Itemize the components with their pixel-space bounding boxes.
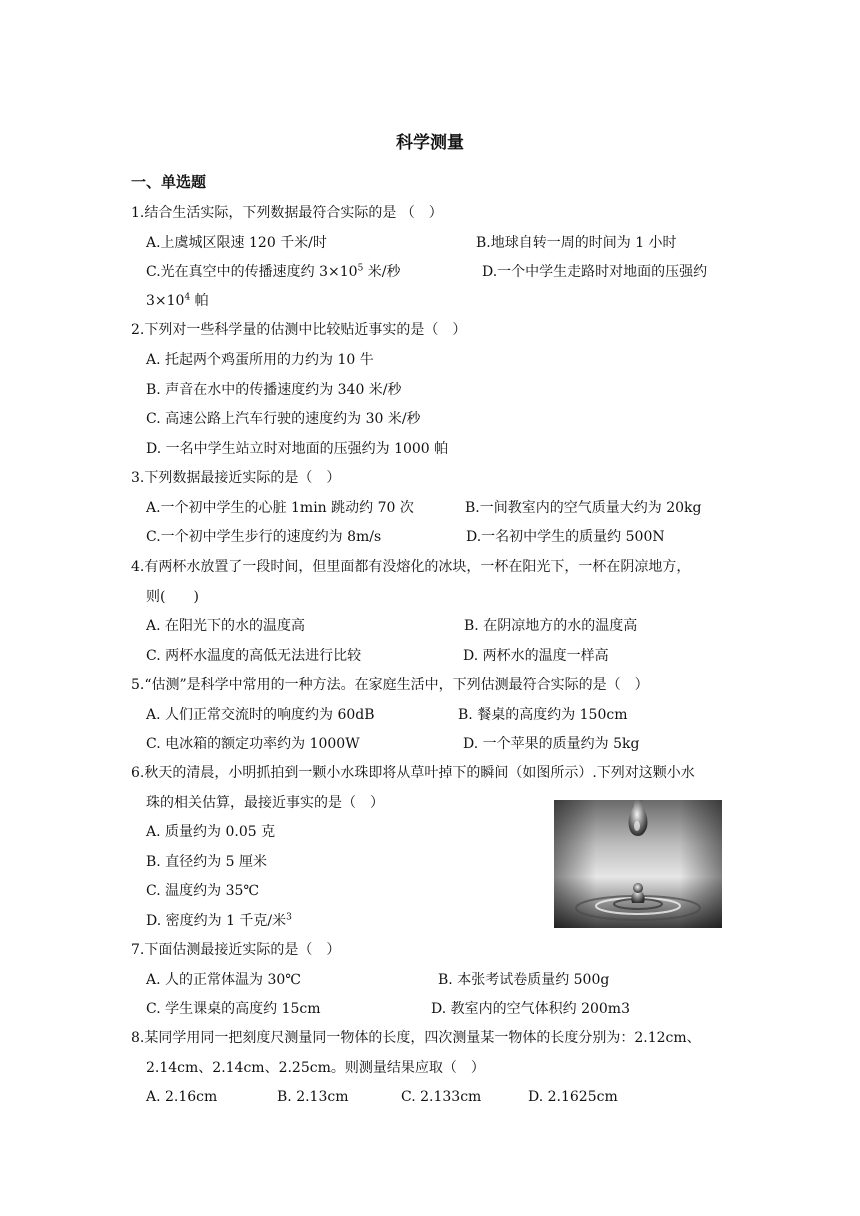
question-1-option-c (146, 262, 400, 282)
question-1-stem: 1.结合生活实际，下列数据最符合实际的是 （ ） (131, 205, 443, 221)
water-droplet-photo (554, 800, 722, 928)
question-8-option-a: A. 2.16cm (146, 1089, 218, 1105)
question-2-option-b: B. 声音在水中的传播速度约为 340 米/秒 (146, 382, 402, 398)
question-8-option-b: B. 2.13cm (277, 1089, 349, 1105)
question-7-option-b: B. 本张考试卷质量约 500g (438, 972, 610, 988)
question-6-stem: 6.秋天的清晨，小明抓拍到一颗小水珠即将从草叶掉下的瞬间（如图所示）.下列对这颗小水 (131, 765, 695, 781)
question-8-stem: 8.某同学用同一把刻度尺测量同一物体的长度，四次测量某一物体的长度分别为：2.12cm、 (131, 1030, 701, 1046)
question-8-option-d: D. 2.1625cm (528, 1089, 618, 1105)
question-6-option-d-text: D. 密度约为 1 千克/米 (146, 913, 287, 929)
superscript: 3 (286, 912, 292, 923)
question-7-option-d: D. 教室内的空气体积约 200m3 (431, 1001, 630, 1017)
question-1-option-a: A.上虞城区限速 120 千米/时 (146, 235, 327, 251)
question-6-stem-continued: 珠的相关估算，最接近事实的是（ ） (146, 795, 384, 811)
question-8-option-c: C. 2.133cm (401, 1089, 482, 1105)
question-7-option-c: C. 学生课桌的高度约 15cm (146, 1001, 321, 1017)
question-1-option-d-value: 3×10 (146, 293, 185, 309)
question-3-option-b: B.一间教室内的空气质量大约为 20kg (465, 500, 702, 516)
question-6-option-a: A. 质量约为 0.05 克 (146, 824, 276, 840)
question-5-option-b: B. 餐桌的高度约为 150cm (458, 707, 628, 723)
question-1-option-c-unit: 米/秒 (363, 264, 401, 280)
question-2-option-d: D. 一名中学生站立时对地面的压强约为 1000 帕 (146, 441, 449, 457)
question-4-option-d: D. 两杯水的温度一样高 (463, 648, 609, 664)
question-7-option-a: A. 人的正常体温为 30℃ (146, 972, 301, 988)
question-5-option-a: A. 人们正常交流时的响度约为 60dB (146, 707, 375, 723)
question-3-option-a: A.一个初中学生的心脏 1min 跳动约 70 次 (146, 500, 414, 516)
question-6-option-d (146, 911, 292, 931)
question-1-option-d: D.一个中学生走路时对地面的压强约 (482, 264, 708, 280)
question-3-option-c: C.一个初中学生步行的速度约为 8m/s (146, 529, 382, 545)
question-4-option-c: C. 两杯水温度的高低无法进行比较 (146, 648, 362, 664)
question-6-option-b: B. 直径约为 5 厘米 (146, 854, 267, 870)
question-1-option-d-unit: 帕 (190, 293, 209, 309)
question-1-option-b: B.地球自转一周的时间为 1 小时 (476, 235, 677, 251)
question-5-option-c: C. 电冰箱的额定功率约为 1000W (146, 736, 360, 752)
question-5-stem: 5.“估测”是科学中常用的一种方法。在家庭生活中，下列估测最符合实际的是（ ） (131, 677, 649, 693)
question-2-option-c: C. 高速公路上汽车行驶的速度约为 30 米/秒 (146, 411, 421, 427)
question-5-option-d: D. 一个苹果的质量约为 5kg (463, 736, 640, 752)
question-1-option-d-continued (146, 291, 209, 311)
question-4-stem-continued: 则( ) (146, 589, 199, 605)
question-6-option-c: C. 温度约为 35℃ (146, 883, 260, 899)
question-4-option-b: B. 在阴凉地方的水的温度高 (464, 618, 638, 634)
question-1-option-c-text: C.光在真空中的传播速度约 3×10 (146, 264, 358, 280)
question-3-option-d: D.一名初中学生的质量约 500N (466, 529, 665, 545)
question-4-option-a: A. 在阳光下的水的温度高 (146, 618, 306, 634)
question-4-stem: 4.有两杯水放置了一段时间，但里面都有没熔化的冰块，一杯在阳光下，一杯在阴凉地方， (131, 559, 691, 575)
superscript: 5 (357, 263, 364, 274)
page-title: 科学测量 (396, 133, 464, 153)
question-2-stem: 2.下列对一些科学量的估测中比较贴近事实的是（ ） (131, 322, 467, 338)
superscript: 4 (184, 292, 191, 303)
question-3-stem: 3.下列数据最接近实际的是（ ） (131, 470, 341, 486)
section-heading: 一、单选题 (131, 173, 207, 191)
question-8-stem-continued: 2.14cm、2.14cm、2.25cm。则测量结果应取（ ） (146, 1060, 485, 1076)
question-7-stem: 7.下面估测最接近实际的是（ ） (131, 942, 341, 958)
question-2-option-a: A. 托起两个鸡蛋所用的力约为 10 牛 (146, 352, 374, 368)
